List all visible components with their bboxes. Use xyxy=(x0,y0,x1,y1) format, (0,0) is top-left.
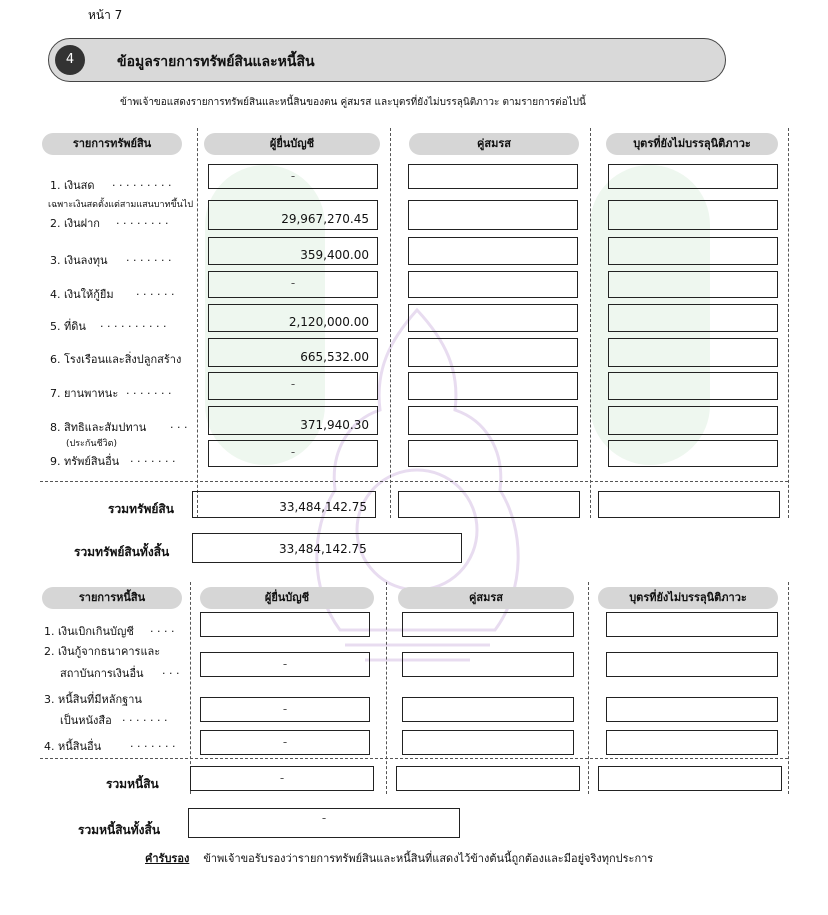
asset-dots-5: . . . . . . . . . . xyxy=(100,317,167,330)
asset-dots-4: . . . . . . xyxy=(136,285,175,298)
asset-declarant-2: 29,967,270.45 xyxy=(208,200,378,230)
liability-declarant-4: - xyxy=(200,730,370,755)
asset-total-declarant: 33,484,142.75 xyxy=(192,491,376,518)
asset-label-8-sub: (ประกันชีวิต) xyxy=(66,439,118,449)
liability-children-3 xyxy=(606,697,778,722)
page-number: หน้า 7 xyxy=(88,8,123,22)
section-number: 4 xyxy=(55,45,85,75)
asset-col-divider-3 xyxy=(590,128,591,518)
asset-spouse-6 xyxy=(408,338,578,367)
liability-header-item: รายการหนี้สิน xyxy=(42,587,182,609)
asset-spouse-8 xyxy=(408,406,578,435)
liability-label-1: 1. เงินเบิกเกินบัญชี xyxy=(44,625,134,638)
asset-spouse-4 xyxy=(408,271,578,298)
asset-spouse-3 xyxy=(408,237,578,265)
liability-spouse-1 xyxy=(402,612,574,637)
liability-header-spouse: คู่สมรส xyxy=(398,587,574,609)
asset-total-spouse xyxy=(398,491,580,518)
liability-spouse-2 xyxy=(402,652,574,677)
intro-text: ข้าพเจ้าขอแสดงรายการทรัพย์สินและหนี้สินของตน คู่สมรส และบุตรที่ยังไม่บรรลุนิติภาวะ ตามรายการต่อไปนี้ xyxy=(120,97,586,108)
asset-dots-3: . . . . . . . xyxy=(126,251,172,264)
liability-declarant-2: - xyxy=(200,652,370,677)
asset-grand-total-label: รวมทรัพย์สินทั้งสิ้น xyxy=(74,545,170,559)
asset-children-5 xyxy=(608,304,778,332)
asset-declarant-1: - xyxy=(208,164,378,189)
liability-label-2b: สถาบันการเงินอื่น xyxy=(60,667,144,680)
section-title: ข้อมูลรายการทรัพย์สินและหนี้สิน xyxy=(117,54,315,70)
asset-label-2: 2. เงินฝาก xyxy=(50,217,100,230)
asset-dots-9: . . . . . . . xyxy=(130,452,176,465)
liability-label-2: 2. เงินกู้จากธนาคารและ xyxy=(44,645,161,658)
liability-label-3: 3. หนี้สินที่มีหลักฐาน xyxy=(44,693,142,706)
liability-total-spouse xyxy=(396,766,580,791)
asset-col-divider-1 xyxy=(197,128,198,518)
asset-label-9: 9. ทรัพย์สินอื่น xyxy=(50,455,120,468)
asset-spouse-9 xyxy=(408,440,578,467)
asset-children-7 xyxy=(608,372,778,400)
liability-total-declarant: - xyxy=(190,766,374,791)
asset-header-declarant: ผู้ยื่นบัญชี xyxy=(204,133,380,155)
asset-col-divider-2 xyxy=(390,128,391,518)
asset-children-6 xyxy=(608,338,778,367)
asset-children-4 xyxy=(608,271,778,298)
liability-label-4: 4. หนี้สินอื่น xyxy=(44,740,102,753)
asset-label-1: 1. เงินสด xyxy=(50,179,95,192)
asset-dots-7: . . . . . . . xyxy=(126,384,172,397)
asset-spouse-5 xyxy=(408,304,578,332)
asset-dots-1: . . . . . . . . . xyxy=(112,176,172,189)
asset-col-divider-4 xyxy=(788,128,789,518)
asset-header-item: รายการทรัพย์สิน xyxy=(42,133,182,155)
asset-children-2 xyxy=(608,200,778,230)
asset-children-8 xyxy=(608,406,778,435)
liability-grand-total-value: - xyxy=(188,808,460,838)
asset-total-children xyxy=(598,491,780,518)
asset-declarant-7: - xyxy=(208,372,378,400)
liability-spouse-4 xyxy=(402,730,574,755)
liability-dots-1: . . . . xyxy=(150,622,175,635)
liability-col-divider-2 xyxy=(386,582,387,794)
asset-spouse-2 xyxy=(408,200,578,230)
liability-declarant-3: - xyxy=(200,697,370,722)
liability-dots-2: . . . xyxy=(162,664,180,677)
liability-total-children xyxy=(598,766,782,791)
asset-total-separator xyxy=(40,481,788,482)
asset-spouse-1 xyxy=(408,164,578,189)
asset-total-label: รวมทรัพย์สิน xyxy=(108,502,174,516)
liability-label-3b: เป็นหนังสือ xyxy=(60,714,112,727)
liability-header-declarant: ผู้ยื่นบัญชี xyxy=(200,587,374,609)
asset-grand-total-value: 33,484,142.75 xyxy=(192,533,462,563)
certification xyxy=(145,849,653,867)
asset-children-1 xyxy=(608,164,778,189)
liability-total-label: รวมหนี้สิน xyxy=(106,777,159,791)
liability-declarant-1 xyxy=(200,612,370,637)
asset-declarant-3: 359,400.00 xyxy=(208,237,378,265)
asset-dots-2: . . . . . . . . xyxy=(116,214,169,227)
asset-label-8: 8. สิทธิและสัมปทาน xyxy=(50,421,147,434)
asset-children-9 xyxy=(608,440,778,467)
asset-declarant-6: 665,532.00 xyxy=(208,338,378,367)
liability-col-divider-3 xyxy=(588,582,589,794)
asset-declarant-5: 2,120,000.00 xyxy=(208,304,378,332)
liability-col-divider-4 xyxy=(788,582,789,794)
certification-text: ข้าพเจ้าขอรับรองว่ารายการทรัพย์สินและหนี้สินที่แสดงไว้ข้างต้นนี้ถูกต้องและมีอยู่จริงทุกประการ xyxy=(203,852,654,865)
section-header xyxy=(48,38,726,82)
asset-label-4: 4. เงินให้กู้ยืม xyxy=(50,288,114,301)
liability-children-1 xyxy=(606,612,778,637)
certification-title: คำรับรอง xyxy=(145,852,190,865)
asset-spouse-7 xyxy=(408,372,578,400)
liability-col-divider-1 xyxy=(190,582,191,794)
asset-declarant-4: - xyxy=(208,271,378,298)
liability-grand-total-label: รวมหนี้สินทั้งสิ้น xyxy=(78,823,161,837)
asset-label-5: 5. ที่ดิน xyxy=(50,320,86,333)
asset-header-spouse: คู่สมรส xyxy=(409,133,579,155)
asset-label-3: 3. เงินลงทุน xyxy=(50,254,108,267)
asset-declarant-9: - xyxy=(208,440,378,467)
liability-dots-4: . . . . . . . xyxy=(130,737,176,750)
asset-label-6: 6. โรงเรือนและสิ่งปลูกสร้าง xyxy=(50,353,182,366)
asset-children-3 xyxy=(608,237,778,265)
asset-note: เฉพาะเงินสดตั้งแต่สามแสนบาทขึ้นไป xyxy=(48,200,194,210)
asset-label-7: 7. ยานพาหนะ xyxy=(50,387,119,400)
asset-header-children: บุตรที่ยังไม่บรรลุนิติภาวะ xyxy=(606,133,778,155)
liability-header-children: บุตรที่ยังไม่บรรลุนิติภาวะ xyxy=(598,587,778,609)
asset-declarant-8: 371,940.30 xyxy=(208,406,378,435)
asset-dots-8: . . . xyxy=(170,418,188,431)
liability-dots-3: . . . . . . . xyxy=(122,711,168,724)
liability-children-2 xyxy=(606,652,778,677)
certification-spacer xyxy=(193,852,200,865)
liability-total-separator xyxy=(40,758,788,759)
liability-spouse-3 xyxy=(402,697,574,722)
liability-children-4 xyxy=(606,730,778,755)
